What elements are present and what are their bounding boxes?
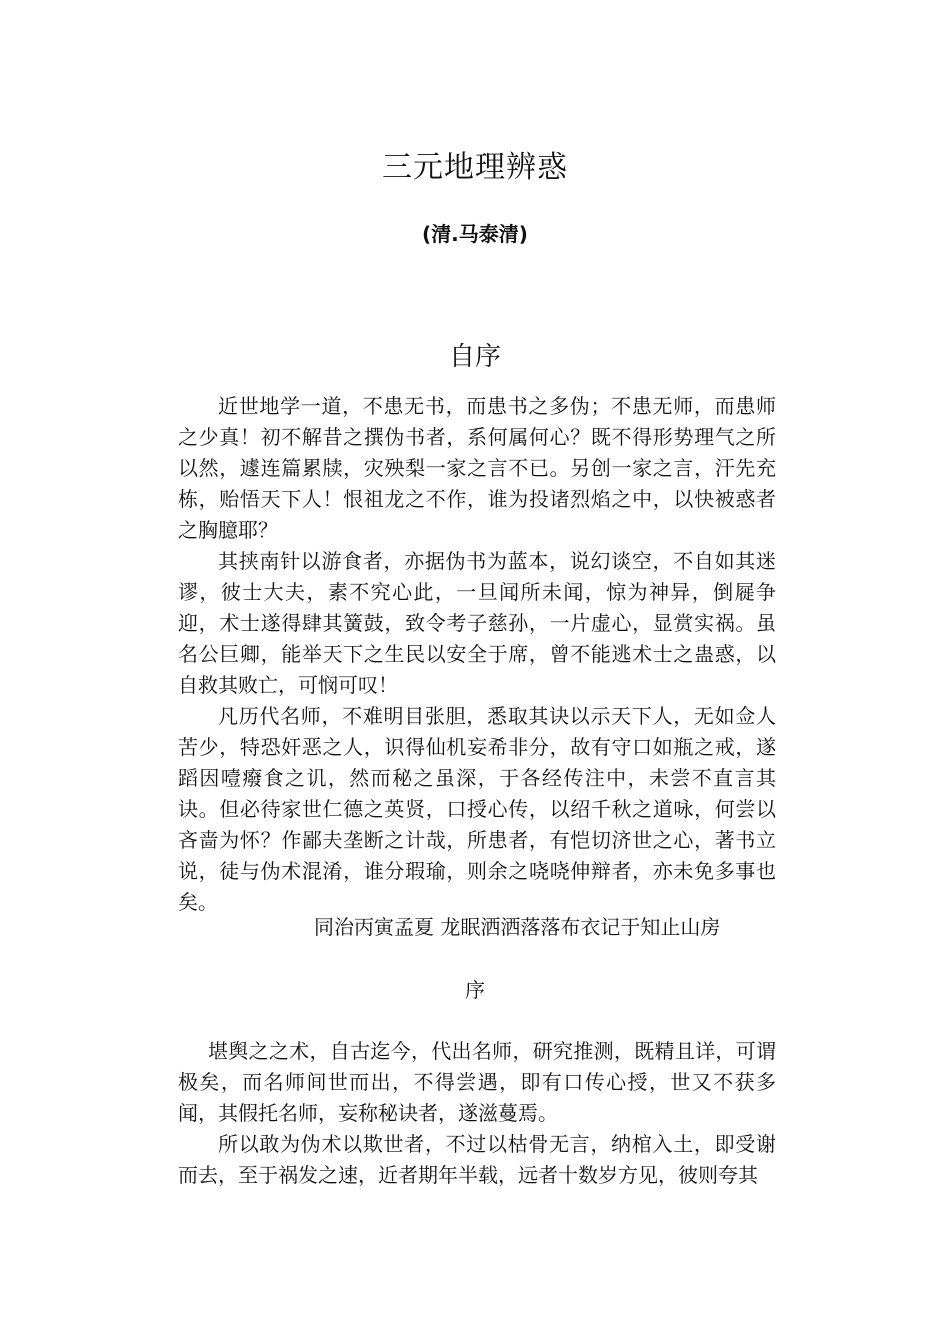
section2-body [178,1036,776,1191]
preface-signature: 同治丙寅孟夏 龙眠洒洒落落布衣记于知止山房 [314,915,721,939]
section2-paragraph: 堪舆之之术，自古迄今，代出名师，研究推测，既精且详，可谓极矣，而名师间世而出，不得尝遇，即有口传心授，世又不获多闻，其假托名师，妄称秘诀者，遂滋蔓焉。 [178,1039,776,1125]
section2-title: 序 [465,978,485,1002]
preface-title: 自序 [448,342,501,372]
preface-body [178,391,776,918]
preface-paragraph: 凡历代名师，不难明目张胆，悉取其诀以示天下人，无如佥人苦少，特恐奸恶之人，识得仙机妄希非分，故有守口如瓶之戒，遂蹈因噎癈食之讥，然而秘之虽深，于各经传注中，未尝不直言其诀。但必待家世仁德之英贤，口授心传，以绍千秋之道咏，何尝以吝啬为怀？作鄙夫垄断之计哉，所患者，有恺切济世之心，著书立说，徒与伪术混淆，谁分瑕瑜，则余之哓哓伸辩者，亦未免多事也矣。 [178,704,776,914]
document-title: 三元地理辨惑 [382,150,568,185]
document-author: (清.马泰清) [422,222,528,246]
preface-paragraph: 其挟南针以游食者，亦据伪书为蓝本，说幻谈空，不自如其迷谬，彼士大夫，素不究心此，一旦闻所未闻，惊为神异，倒屣争迎，术士遂得肆其簧鼓，致令考子慈孙，一片虚心，显赏实祸。虽名公巨卿，能举天下之生民以安全于席，曾不能逃术士之蛊惑，以自救其败亡，可悯可叹！ [178,549,776,697]
section2-paragraph: 所以敢为伪术以欺世者，不过以枯骨无言，纳棺入土，即受谢而去，至于祸发之速，近者期年半载，远者十数岁方见，彼则夸其 [178,1132,776,1187]
preface-paragraph: 近世地学一道，不患无书，而患书之多伪；不患无师，而患师之少真！初不解昔之撰伪书者，系何属何心？既不得形势理气之所以然，遽连篇累牍，灾殃梨一家之言不已。另创一家之言，汗先充栋，贻悟天下人！恨祖龙之不作，谁为投诸烈焰之中，以快被惑者之胸臆耶？ [178,394,776,542]
